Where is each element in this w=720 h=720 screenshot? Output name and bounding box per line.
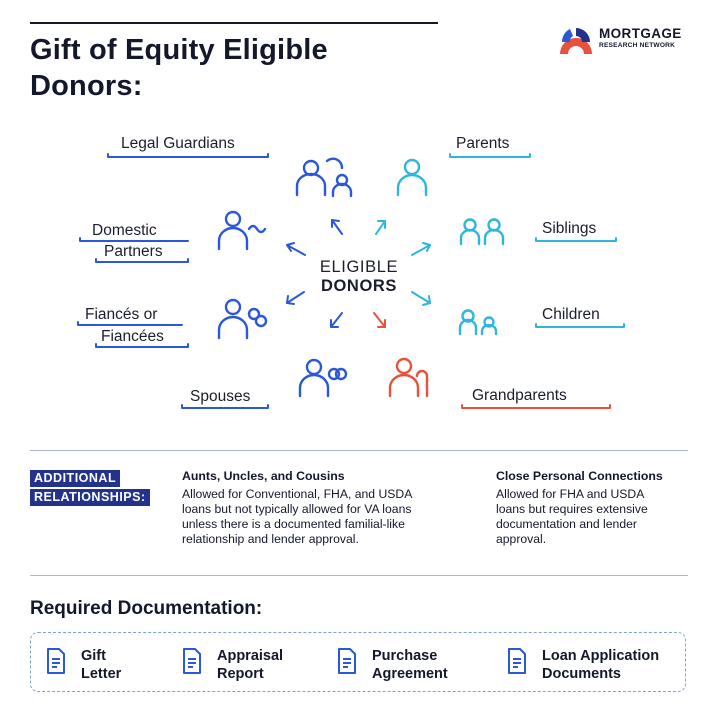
aunts-uncles-cousins-text: Allowed for Conventional, FHA, and USDA loans but not typically allowed for VA loans unless there is a documented familial-like relationship and lender approval. [182, 487, 413, 546]
grandparents-icon [390, 359, 427, 396]
mortgage-research-network-logo [558, 22, 698, 56]
siblings-icon [461, 220, 503, 245]
arrow-up-right-icon [376, 221, 385, 234]
center-line-1: ELIGIBLE [319, 258, 399, 276]
doc-appraisal-report: Appraisal Report [181, 633, 331, 693]
documentation-list [30, 632, 686, 692]
label-grandparents: Grandparents [472, 387, 567, 404]
legal-guardians-underline [108, 154, 268, 157]
logo-wordmark: MORTGAGE [599, 26, 682, 41]
legal-guardians-icon [297, 159, 351, 196]
label-children: Children [542, 306, 600, 323]
parents-underline [450, 154, 530, 157]
domestic-partners-icon [219, 212, 265, 249]
spouses-icon [300, 360, 346, 396]
doc-loan-application: Loan Application Documents [506, 633, 681, 693]
center-label [300, 258, 418, 296]
arrow-down-red-icon [374, 313, 385, 327]
divider [30, 450, 688, 451]
doc-gift-letter: Gift Letter [45, 633, 175, 693]
label-legal-guardians: Legal Guardians [121, 135, 235, 152]
divider [30, 575, 688, 576]
logo-mark-icon [558, 22, 594, 56]
document-icon [336, 647, 358, 675]
label-parents: Parents [456, 135, 510, 152]
additional-badge-2: RELATIONSHIPS: [30, 489, 150, 506]
close-connections-title: Close Personal Connections [496, 469, 663, 483]
children-icon [460, 311, 496, 335]
required-documentation-title: Required Documentation: [30, 598, 263, 619]
document-icon [181, 647, 203, 675]
arrow-up-left-icon [332, 220, 342, 234]
fiances-icon [219, 300, 266, 338]
label-spouses: Spouses [190, 388, 251, 405]
siblings-underline [536, 238, 616, 241]
additional-badge-1: ADDITIONAL [30, 470, 120, 487]
document-icon [506, 647, 528, 675]
arrow-down-icon [331, 313, 342, 327]
center-line-2: DONORS [320, 277, 398, 295]
page-title [30, 32, 450, 104]
grandparents-underline [462, 405, 610, 408]
document-icon [45, 647, 67, 675]
doc-purchase-agreement: Purchase Agreement [336, 633, 496, 693]
label-domestic-1: Domestic [92, 222, 157, 239]
label-domestic-2: Partners [104, 243, 163, 260]
logo-subtitle: RESEARCH NETWORK [599, 42, 676, 49]
aunts-uncles-cousins-title: Aunts, Uncles, and Cousins [182, 469, 345, 483]
children-underline [536, 324, 624, 327]
close-connections-text: Allowed for FHA and USDA loans but requires extensive documentation and lender approval. [496, 487, 648, 546]
top-rule [30, 22, 438, 24]
arrow-left-icon [287, 243, 305, 255]
label-fiances-1: Fiancés or [85, 306, 158, 323]
parents-icon [398, 160, 426, 195]
label-fiances-2: Fiancées [101, 328, 164, 345]
title-line-1: Gift of Equity Eligible [30, 34, 328, 66]
label-siblings: Siblings [542, 220, 597, 237]
title-line-2: Donors: [30, 70, 143, 102]
arrow-right-icon [412, 243, 430, 255]
